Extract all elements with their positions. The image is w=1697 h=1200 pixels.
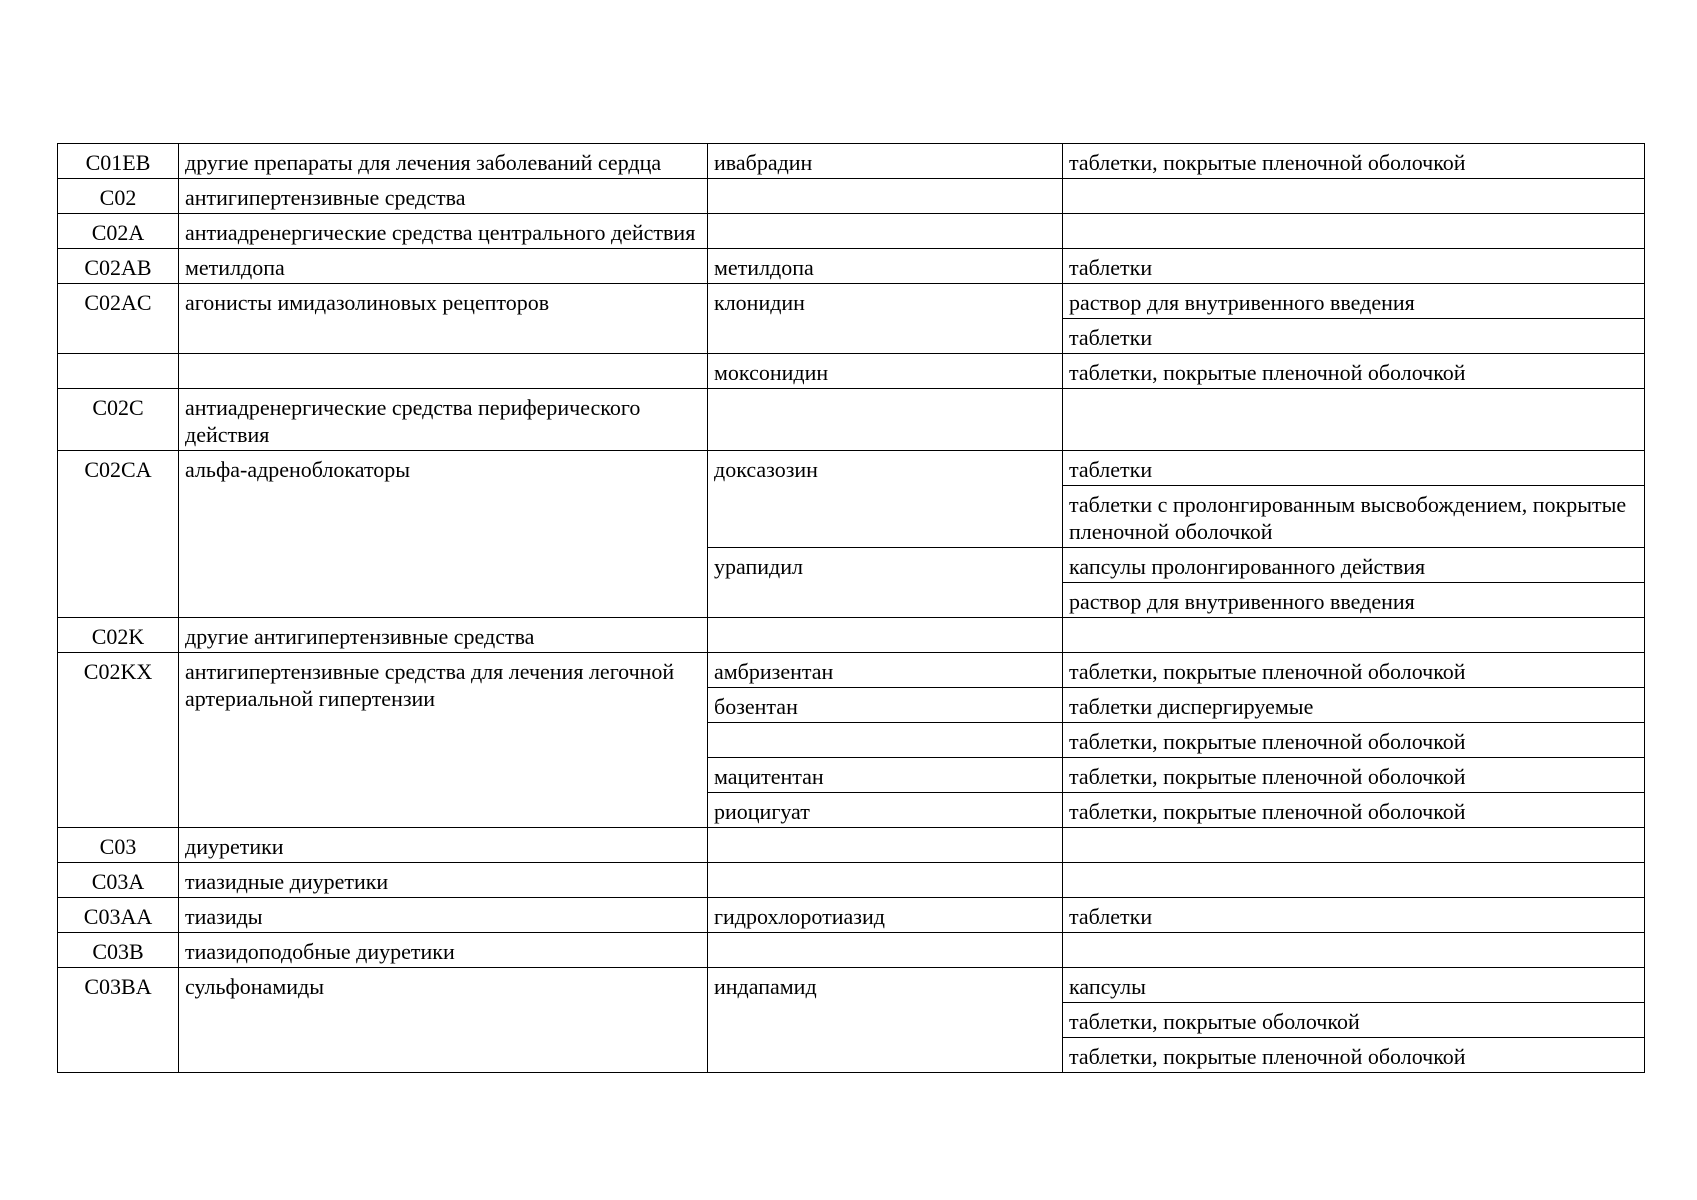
drug-name-cell bbox=[708, 933, 1063, 968]
dosage-form-cell: таблетки bbox=[1063, 319, 1645, 354]
dosage-form-cell: таблетки bbox=[1063, 898, 1645, 933]
dosage-form-cell: таблетки bbox=[1063, 249, 1645, 284]
table-row bbox=[58, 863, 1645, 898]
drug-table bbox=[57, 143, 1645, 1073]
drug-name-cell bbox=[708, 863, 1063, 898]
drug-name-cell bbox=[708, 389, 1063, 451]
atc-code-cell: C03B bbox=[58, 933, 179, 968]
drug-name-cell bbox=[708, 179, 1063, 214]
dosage-form-cell: таблетки, покрытые пленочной оболочкой bbox=[1063, 758, 1645, 793]
dosage-form-cell: раствор для внутривенного введения bbox=[1063, 284, 1645, 319]
dosage-form-cell: таблетки, покрытые пленочной оболочкой bbox=[1063, 723, 1645, 758]
group-cell: тиазидоподобные диуретики bbox=[179, 933, 708, 968]
drug-name-cell bbox=[708, 828, 1063, 863]
dosage-form-cell: капсулы пролонгированного действия bbox=[1063, 548, 1645, 583]
group-cell: тиазиды bbox=[179, 898, 708, 933]
drug-name-cell: гидрохлоротиазид bbox=[708, 898, 1063, 933]
atc-code-cell: C03 bbox=[58, 828, 179, 863]
group-cell: агонисты имидазолиновых рецепторов bbox=[179, 284, 708, 354]
atc-code-cell: C02A bbox=[58, 214, 179, 249]
dosage-form-cell: таблетки bbox=[1063, 451, 1645, 486]
dosage-form-cell bbox=[1063, 863, 1645, 898]
dosage-form-cell: таблетки диспергируемые bbox=[1063, 688, 1645, 723]
group-cell: антигипертензивные средства bbox=[179, 179, 708, 214]
group-cell: альфа-адреноблокаторы bbox=[179, 451, 708, 618]
table-row bbox=[58, 354, 1645, 389]
table-row bbox=[58, 618, 1645, 653]
table-row bbox=[58, 933, 1645, 968]
group-cell: диуретики bbox=[179, 828, 708, 863]
group-cell: сульфонамиды bbox=[179, 968, 708, 1073]
table-row bbox=[58, 653, 1645, 688]
table-row bbox=[58, 249, 1645, 284]
dosage-form-cell bbox=[1063, 933, 1645, 968]
dosage-form-cell bbox=[1063, 618, 1645, 653]
group-cell: антигипертензивные средства для лечения легочной артериальной гипертензии bbox=[179, 653, 708, 828]
table-row bbox=[58, 284, 1645, 319]
drug-name-cell bbox=[708, 214, 1063, 249]
table-row bbox=[58, 214, 1645, 249]
atc-code-cell: C02K bbox=[58, 618, 179, 653]
group-cell: антиадренергические средства периферического действия bbox=[179, 389, 708, 451]
dosage-form-cell bbox=[1063, 828, 1645, 863]
atc-code-cell: C03BA bbox=[58, 968, 179, 1073]
atc-code-cell: C01EB bbox=[58, 144, 179, 179]
dosage-form-cell bbox=[1063, 214, 1645, 249]
table-row bbox=[58, 451, 1645, 486]
dosage-form-cell bbox=[1063, 179, 1645, 214]
drug-name-cell: мацитентан bbox=[708, 758, 1063, 793]
atc-code-cell: C03AA bbox=[58, 898, 179, 933]
atc-code-cell: C02C bbox=[58, 389, 179, 451]
dosage-form-cell: таблетки, покрытые пленочной оболочкой bbox=[1063, 144, 1645, 179]
table-row bbox=[58, 898, 1645, 933]
table-row bbox=[58, 389, 1645, 451]
atc-code-cell bbox=[58, 354, 179, 389]
table-row bbox=[58, 144, 1645, 179]
atc-code-cell: C02AB bbox=[58, 249, 179, 284]
dosage-form-cell: таблетки, покрытые пленочной оболочкой bbox=[1063, 1038, 1645, 1073]
atc-code-cell: C03A bbox=[58, 863, 179, 898]
dosage-form-cell: таблетки, покрытые пленочной оболочкой bbox=[1063, 793, 1645, 828]
drug-name-cell: моксонидин bbox=[708, 354, 1063, 389]
dosage-form-cell: капсулы bbox=[1063, 968, 1645, 1003]
drug-name-cell: индапамид bbox=[708, 968, 1063, 1073]
group-cell: антиадренергические средства центрального действия bbox=[179, 214, 708, 249]
table-row bbox=[58, 968, 1645, 1003]
drug-name-cell: ивабрадин bbox=[708, 144, 1063, 179]
drug-name-cell: доксазозин bbox=[708, 451, 1063, 548]
drug-name-cell: амбризентан bbox=[708, 653, 1063, 688]
drug-name-cell bbox=[708, 618, 1063, 653]
dosage-form-cell: таблетки с пролонгированным высвобождением, покрытые пленочной оболочкой bbox=[1063, 486, 1645, 548]
drug-name-cell: урапидил bbox=[708, 548, 1063, 618]
group-cell: другие антигипертензивные средства bbox=[179, 618, 708, 653]
dosage-form-cell: таблетки, покрытые пленочной оболочкой bbox=[1063, 354, 1645, 389]
group-cell: другие препараты для лечения заболеваний сердца bbox=[179, 144, 708, 179]
drug-name-cell: метилдопа bbox=[708, 249, 1063, 284]
dosage-form-cell: таблетки, покрытые оболочкой bbox=[1063, 1003, 1645, 1038]
atc-code-cell: C02CA bbox=[58, 451, 179, 618]
drug-name-cell: клонидин bbox=[708, 284, 1063, 354]
drug-name-cell bbox=[708, 723, 1063, 758]
dosage-form-cell: таблетки, покрытые пленочной оболочкой bbox=[1063, 653, 1645, 688]
atc-code-cell: C02AC bbox=[58, 284, 179, 354]
drug-name-cell: риоцигуат bbox=[708, 793, 1063, 828]
drug-name-cell: бозентан bbox=[708, 688, 1063, 723]
atc-code-cell: C02KX bbox=[58, 653, 179, 828]
group-cell: тиазидные диуретики bbox=[179, 863, 708, 898]
group-cell bbox=[179, 354, 708, 389]
dosage-form-cell: раствор для внутривенного введения bbox=[1063, 583, 1645, 618]
table-row bbox=[58, 828, 1645, 863]
group-cell: метилдопа bbox=[179, 249, 708, 284]
table-row bbox=[58, 179, 1645, 214]
atc-code-cell: C02 bbox=[58, 179, 179, 214]
dosage-form-cell bbox=[1063, 389, 1645, 451]
